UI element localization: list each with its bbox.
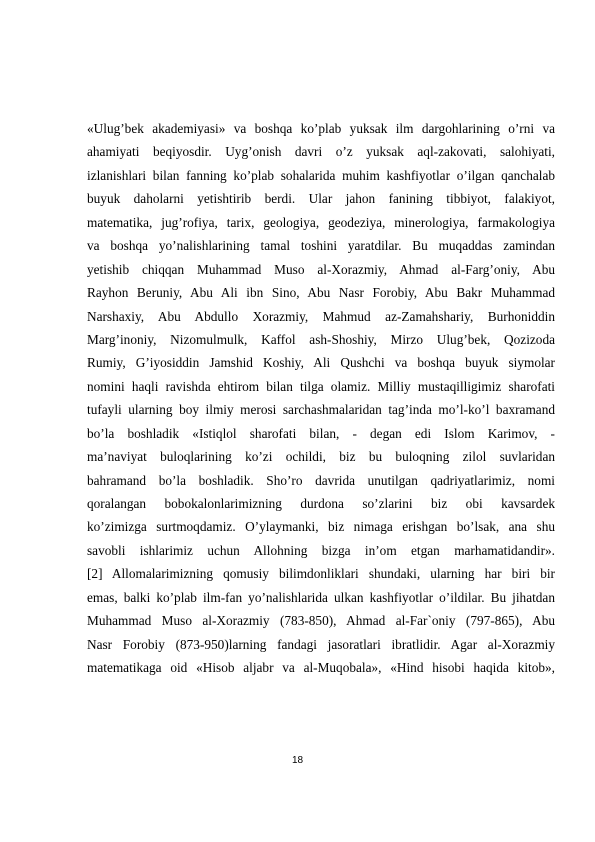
text-line: Nasr Forobiy (873-950)larning fandagi jasoratlari ibratlidir. Agar al-Xorazmiy: [87, 636, 555, 652]
text-line: nomini haqli ravishda ehtirom bilan tilga olamiz. Milliy mustaqilligimiz sharofati: [87, 378, 555, 394]
body-text: [87, 117, 555, 680]
text-line: ahamiyati beqiyosdir. Uyg’onish davri o’z yuksak aql-zakovati, salohiyati,: [87, 144, 555, 160]
text-line: bahramand bo’la boshladik. Sho’ro davrida unutilgan qadriyatlarimiz, nomi: [87, 472, 555, 488]
page-number: 18: [291, 755, 304, 766]
text-line: «Ulug’bek akademiyasi» va boshqa ko’plab yuksak ilm dargohlarining o’rni va: [87, 121, 555, 136]
text-line: Marg’inoniy, Nizomulmulk, Kaffol ash-Shoshiy, Mirzo Ulug’bek, Qozizoda: [87, 331, 555, 347]
text-line: Rumiy, G’iyosiddin Jamshid Koshiy, Ali Qushchi va boshqa buyuk siymolar: [87, 355, 555, 371]
text-line: qoralangan bobokalonlarimizning durdona so’zlarini biz obi kavsardek: [87, 496, 555, 511]
text-line: emas, balki ko’plab ilm-fan yo’nalishlarida ulkan kashfiyotlar o’ildilar. Bu jihatdan: [87, 589, 555, 605]
text-line: izlanishlari bilan fanning ko’plab sohalarida muhim kashfiyotlar o’ilgan qanchalab: [87, 167, 555, 183]
text-line: savobli ishlarimiz uchun Allohning bizga in’om etgan marhamatidandir».: [87, 542, 555, 558]
text-line: va boshqa yo’nalishlarining tamal toshini yaratdilar. Bu muqaddas zamindan: [87, 238, 555, 254]
text-line: ko’zimizga surtmoqdamiz. O’ylaymanki, biz nimaga erishgan bo’lsak, ana shu: [87, 519, 555, 535]
text-line: matematikaga oid «Hisob aljabr va al-Muqobala», «Hind hisobi haqida kitob»,: [87, 660, 555, 676]
text-line: tufayli ularning boy ilmiy merosi sarchashmalaridan tag’inda mo’l-ko’l baxramand: [87, 402, 555, 418]
text-line: yetishib chiqqan Muhammad Muso al-Xorazmiy, Ahmad al-Farg’oniy, Abu: [87, 261, 555, 277]
text-line: Narshaxiy, Abu Abdullo Xorazmiy, Mahmud az-Zamahshariy, Burhoniddin: [87, 308, 555, 324]
text-line: matematika, jug’rofiya, tarix, geologiya, geodeziya, minerologiya, farmakologiya: [87, 214, 555, 230]
text-line: Rayhon Beruniy, Abu Ali ibn Sino, Abu Nasr Forobiy, Abu Bakr Muhammad: [87, 285, 555, 301]
text-line: [2] Allomalarimizning qomusiy bilimdonliklari shundaki, ularning har biri bir: [87, 566, 555, 582]
text-line: bo’la boshladik «Istiqlol sharofati bilan, - degan edi Islom Karimov, -: [87, 425, 555, 441]
text-line: Muhammad Muso al-Xorazmiy (783-850), Ahmad al-Far`oniy (797-865), Abu: [87, 613, 555, 629]
text-line: buyuk daholarni yetishtirib berdi. Ular jahon fanining tibbiyot, falakiyot,: [87, 191, 555, 207]
text-line: ma’naviyat buloqlarining ko’zi ochildi, biz bu buloqning zilol suvlaridan: [87, 449, 555, 465]
